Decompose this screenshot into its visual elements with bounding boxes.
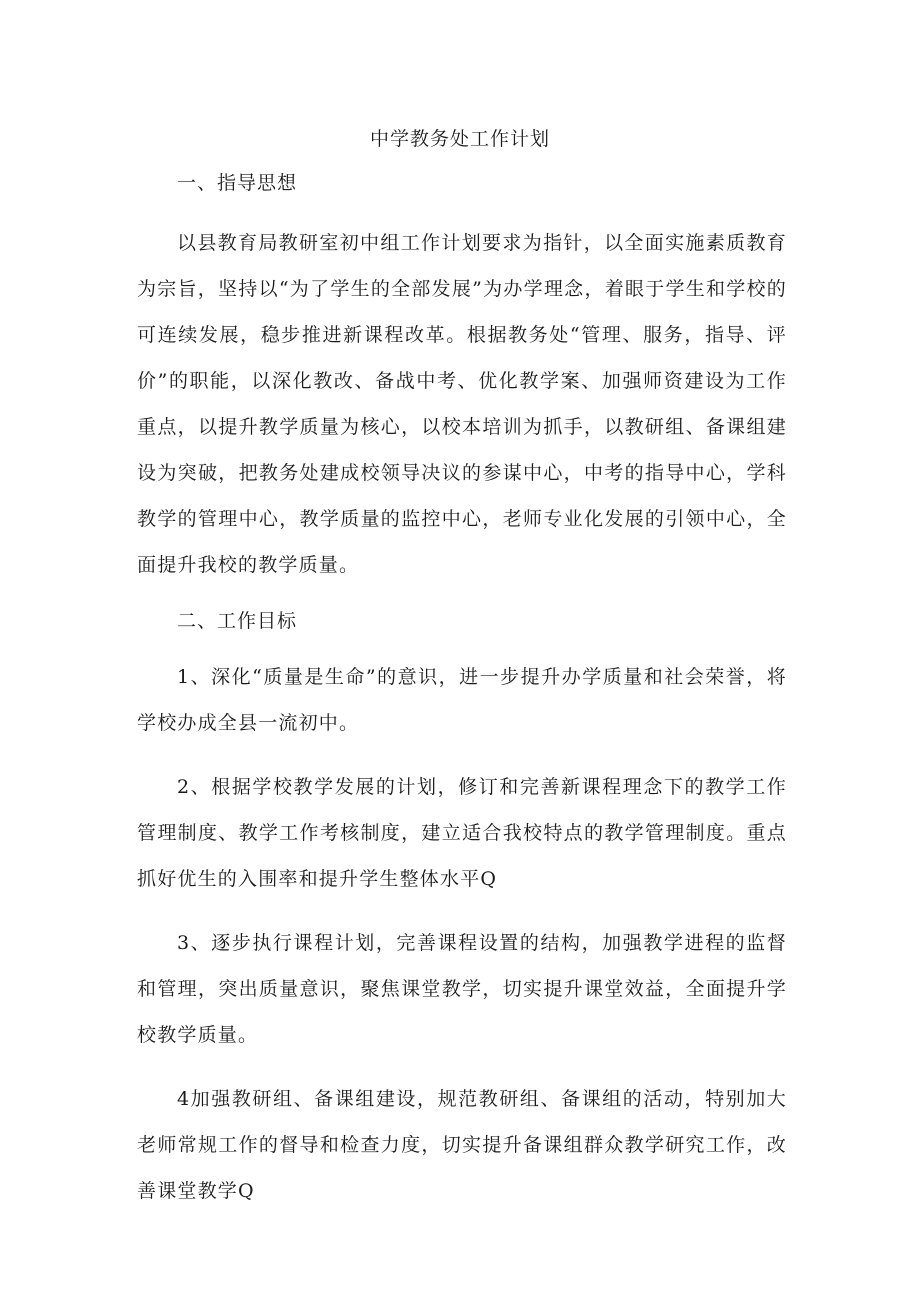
goal-item-2: 2、根据学校教学发展的计划，修订和完善新课程理念下的教学工作管理制度、教学工作考核制度，建立适合我校特点的教学管理制度。重点抓好优生的入围率和提升学生整体水平Q [137,776,787,890]
section-heading-guiding-ideology: 一、指导思想 [177,172,298,194]
document-body [137,168,787,1214]
goal-item-3: 3、逐步执行课程计划，完善课程设置的结构，加强教学进程的监督和管理，突出质量意识，聚焦课堂教学，切实提升课堂效益，全面提升学校教学质量。 [137,932,787,1046]
document-title: 中学教务处工作计划 [369,128,550,150]
section-heading-work-goals: 二、工作目标 [177,610,298,632]
goal-item-1: 1、深化“质量是生命”的意识，进一步提升办学质量和社会荣誉，将学校办成全县一流初中。 [137,666,787,734]
goal-item-4: 4加强教研组、备课组建设，规范教研组、备课组的活动，特别加大老师常规工作的督导和检查力度，切实提升备课组群众教学研究工作，改善课堂教学Q [137,1088,787,1202]
section-paragraph-guiding-ideology: 以县教育局教研室初中组工作计划要求为指针，以全面实施素质教育为宗旨，坚持以“为了学生的全部发展”为办学理念，着眼于学生和学校的可连续发展，稳步推进新课程改革。根据教务处“管理、服务，指导、评价”的职能，以深化教改、备战中考、优化教学案、加强师资建设为工作重点，以提升教学质量为核心，以校本培训为抓手，以教研组、备课组建设为突破，把教务处建成校领导决议的参谋中心，中考的指导中心，学科教学的管理中心，教学质量的监控中心，老师专业化发展的引领中心，全面提升我校的教学质量。 [137,232,787,576]
